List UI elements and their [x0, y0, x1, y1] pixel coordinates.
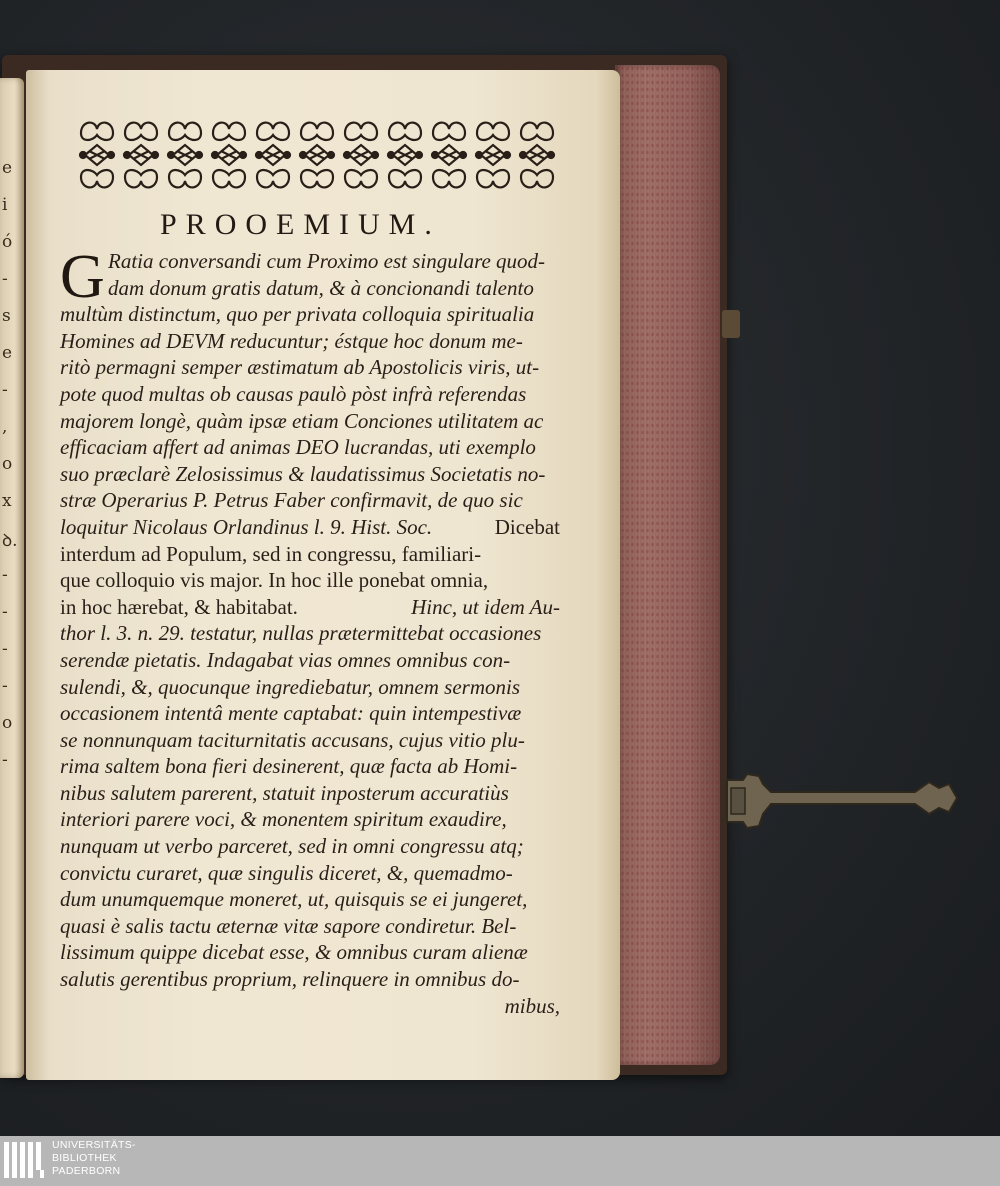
text-segment: sulendi, &, quocunque ingrediebatur, omnem sermonis: [60, 674, 521, 699]
ornament-motif: [432, 123, 466, 188]
text-line: [60, 487, 560, 514]
text-line: [60, 674, 560, 701]
text-segment: suo præclarè Zelosissimus & laudatissimus Societatis no-: [60, 461, 546, 486]
text-line: [60, 886, 560, 913]
left-page-fragment: -: [2, 750, 8, 770]
text-line: [60, 833, 560, 860]
left-page-fragment: -: [2, 380, 8, 400]
text-segment: stræ Operarius P. Petrus Faber confirmavit, de quo sic: [60, 488, 523, 513]
text-segment: convictu curaret, quæ singulis diceret, &, quemadmo-: [60, 860, 513, 885]
text-line: [60, 354, 560, 381]
text-segment: rima saltem bona fieri desinerent, quæ facta ab Homi-: [60, 754, 518, 779]
left-page-fragment: o: [2, 713, 13, 733]
text-segment: se nonnunquam taciturnitatis accusans, cujus vitio plu-: [60, 727, 525, 752]
text-segment: Hinc, ut idem Au-: [411, 594, 560, 619]
left-page-fragment: o: [2, 454, 13, 474]
drop-cap: G: [60, 243, 105, 311]
text-segment: dum unumquemque moneret, ut, quisquis se ei jungeret,: [60, 887, 528, 912]
text-segment: serendæ pietatis. Indagabat vias omnes omnibus con-: [60, 647, 511, 672]
left-page-fragment: e: [2, 158, 13, 178]
text-line: [60, 753, 560, 780]
text-segment: lissimum quippe dicebat esse, & omnibus curam alienæ: [60, 940, 528, 965]
left-page-fragment: -: [2, 639, 8, 659]
book-clasp: [725, 770, 960, 836]
left-page-fragment: -: [2, 269, 8, 289]
text-line: [60, 461, 560, 488]
text-segment: efficaciam affert ad animas DEO lucrandas, uti exemplo: [60, 435, 536, 460]
text-segment: Dicebat: [494, 514, 560, 539]
left-page-fragment: -: [2, 565, 8, 585]
text-segment: salutis gerentibus proprium, relinquere in omnibus do-: [60, 967, 520, 992]
text-segment: que colloquio vis major. In hoc ille ponebat omnia,: [60, 568, 489, 593]
text-line: [60, 913, 560, 940]
text-line: [60, 806, 560, 833]
text-line: [60, 620, 560, 647]
library-name-line1: UNIVERSITÄTS-: [52, 1139, 136, 1151]
text-line: [60, 381, 560, 408]
text-line: [60, 594, 560, 621]
left-page-fragment: e: [2, 343, 13, 363]
ornament-motif: [168, 123, 202, 188]
left-page-fragment: -: [2, 602, 8, 622]
text-segment: nunquam ut verbo parceret, sed in omni congressu atq;: [60, 834, 524, 859]
ornament-motif: [520, 123, 554, 188]
text-segment: nibus salutem parerent, statuit inposterum accuratiùs: [60, 780, 509, 805]
text-segment: loquitur Nicolaus Orlandinus l. 9. Hist. Soc.: [60, 514, 433, 539]
text-line: [60, 966, 560, 993]
ornament-motif: [476, 123, 510, 188]
text-line: [60, 301, 560, 328]
ornament-motif: [388, 123, 422, 188]
text-line: [60, 541, 560, 568]
ornament-motif: [300, 123, 334, 188]
text-line: [60, 700, 560, 727]
library-name-line3: PADERBORN: [52, 1165, 121, 1177]
text-line: [60, 860, 560, 887]
left-page-fragment: ,: [2, 417, 8, 437]
library-name-line2: BIBLIOTHEK: [52, 1152, 117, 1164]
text-line: [60, 434, 560, 461]
left-page-fragment: i: [2, 195, 8, 215]
text-line: [60, 275, 560, 302]
text-line: [60, 727, 560, 754]
headpiece-ornament: [73, 115, 561, 195]
ornament-motif: [124, 123, 158, 188]
text-segment: pote quod multas ob causas paulò pòst infrà referendas: [60, 381, 527, 406]
page-title: PROOEMIUM.: [160, 208, 441, 241]
left-page-fragment: x: [2, 491, 12, 511]
text-line: [60, 567, 560, 594]
text-line: [60, 514, 560, 541]
text-segment: multùm distinctum, quo per privata colloquia spiritualia: [60, 302, 535, 327]
text-line: [60, 939, 560, 966]
left-page-fragment: ó: [2, 232, 13, 252]
catchword-line: [60, 993, 560, 1020]
page-block-fore-edge: [615, 65, 720, 1065]
left-page-fragment: s: [2, 306, 11, 326]
library-footer: [0, 1136, 1000, 1186]
ornament-motif: [256, 123, 290, 188]
library-name: [52, 1139, 136, 1178]
clasp-catch: [722, 310, 740, 338]
left-page-fragment: ꝺ.: [2, 531, 18, 551]
text-line: [60, 647, 560, 674]
left-page-fragment: -: [2, 676, 8, 696]
ornament-motif: [344, 123, 378, 188]
text-segment: interiori parere voci, & monentem spiritum exaudire,: [60, 807, 507, 832]
text-segment: occasionem intentâ mente captabat: quin intempestivæ: [60, 701, 522, 726]
text-segment: ritò permagni semper æstimatum ab Apostolicis viris, ut-: [60, 355, 540, 380]
text-segment: quasi è salis tactu æternæ vitæ sapore condiretur. Bel-: [60, 913, 517, 938]
ornament-motif: [212, 123, 246, 188]
body-text: [60, 243, 560, 1019]
text-line: [60, 328, 560, 355]
left-page-edge: [0, 78, 24, 1078]
text-segment: dam donum gratis datum, & à concionandi talento: [108, 275, 534, 300]
text-line: [60, 408, 560, 435]
catchword: mibus,: [504, 993, 560, 1018]
text-segment: majorem longè, quàm ipsæ etiam Conciones utilitatem ac: [60, 408, 544, 433]
text-line: [60, 248, 560, 275]
text-segment: Homines ad DEVM reducuntur; éstque hoc donum me-: [60, 328, 523, 353]
text-segment: thor l. 3. n. 29. testatur, nullas prætermittebat occasiones: [60, 621, 542, 646]
text-line: [60, 780, 560, 807]
ornament-motif: [80, 123, 114, 188]
library-logo-icon: [4, 1140, 46, 1180]
text-segment: Ratia conversandi cum Proximo est singulare quod-: [108, 249, 546, 273]
text-segment: in hoc hærebat, & habitabat.: [60, 594, 298, 619]
text-segment: interdum ad Populum, sed in congressu, familiari-: [60, 541, 482, 566]
